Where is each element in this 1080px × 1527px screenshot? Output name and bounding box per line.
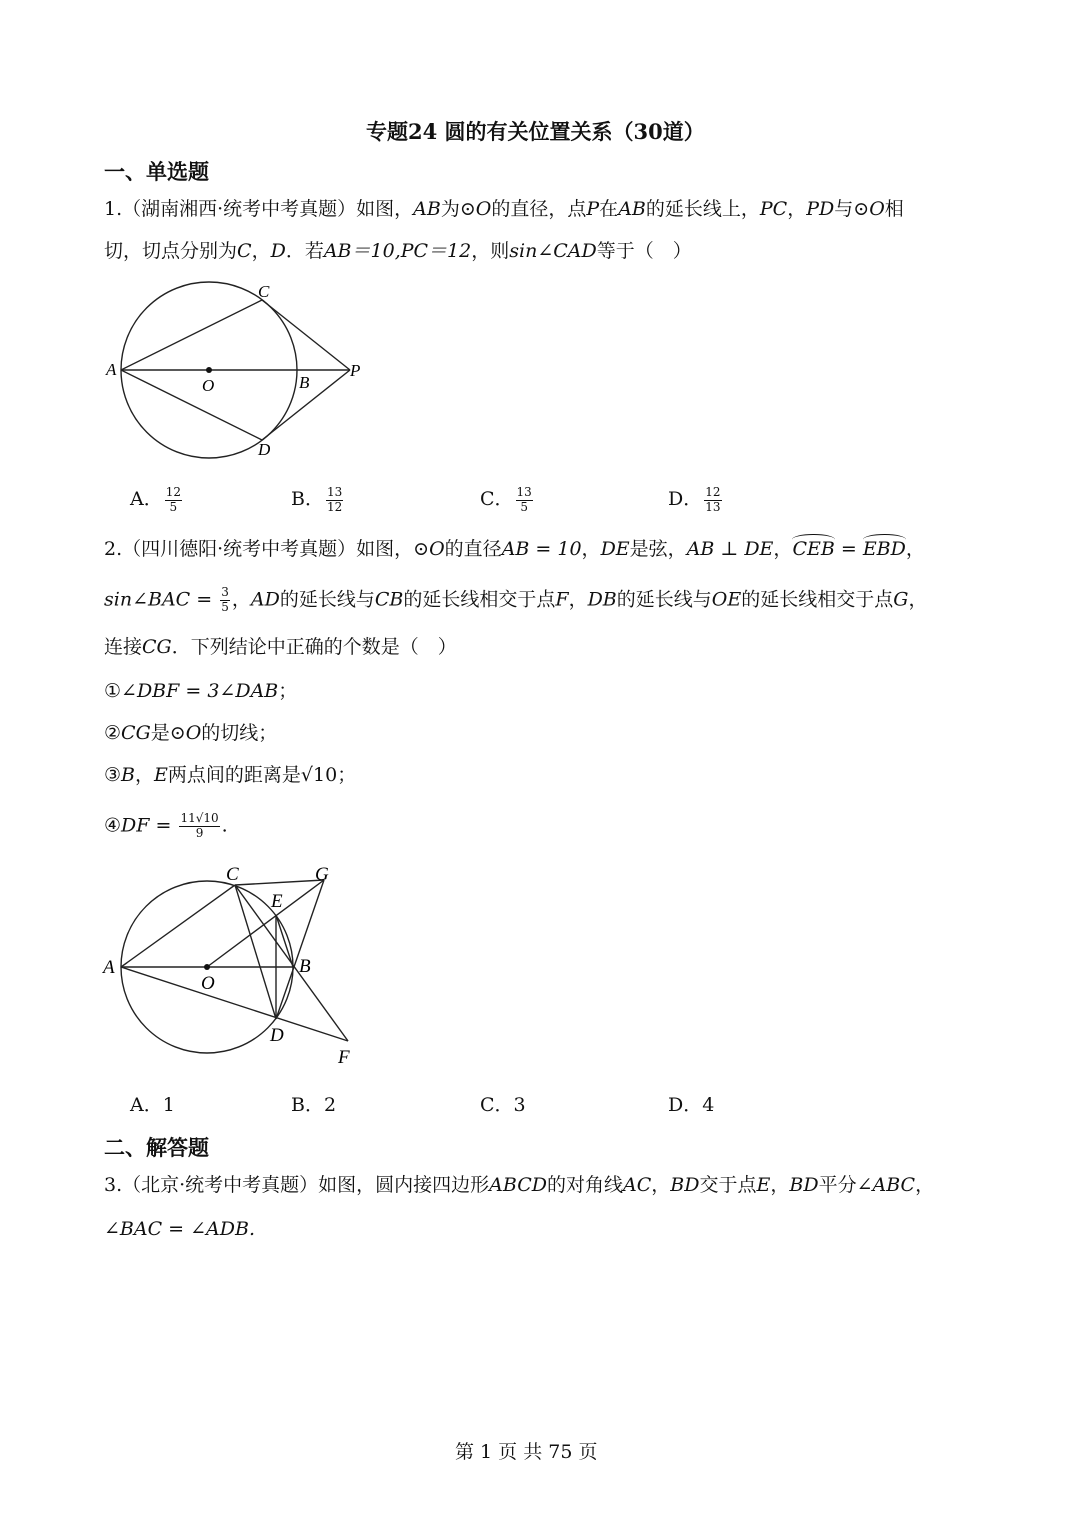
q2-option-a: A．1 [130,1094,175,1116]
q2-line-eb [276,915,293,967]
q1-option-a: A． $\frac{12}{5}$ [130,484,182,514]
q2-label-f: F [338,1047,350,1068]
q2-line-ac [121,885,235,967]
question-2-figure [98,858,378,1073]
question-1-line-1: 1.（湖南湘西·统考中考真题）如图，AB为⊙O的直径，点P在AB的延长线上，PC，PD与⊙O相 [104,198,904,220]
q2-statement-4: ④DF = $\frac{11√10}{9}$ . [104,811,228,840]
q1-label-p: P [350,361,361,380]
q1-option-b: B． $\frac{13}{12}$ [291,484,343,514]
q1-option-d: D． $\frac{12}{13}$ [668,484,721,514]
q2-center-point [204,964,210,970]
q1-line-ad [121,370,262,440]
question-1-figure [100,280,380,465]
q2-option-c: C．3 [480,1094,526,1116]
q2-label-g: G [315,864,329,885]
q2-label-b: B [299,956,311,977]
q2-option-d: D．4 [668,1094,715,1116]
q2-line-cd [235,885,276,1019]
question-2-line-2: sin∠BAC = $\frac{3}{5}$ ，AD的延长线与CB的延长线相交于点F，DB的延长线与OE的延长线相交于点G， [104,585,928,614]
q1-line-cp [262,300,350,370]
q1-label-a: A [106,360,117,379]
section-heading-answer: 二、解答题 [104,1135,209,1160]
q2-statement-1: ①∠DBF = 3∠DAB； [104,680,298,702]
page-footer: 第 1 页 共 75 页 [455,1441,598,1463]
question-2-line-1: 2.（四川德阳·统考中考真题）如图，⊙O的直径AB = 10，DE是弦，AB ⊥ DE，CEB = EBD， [104,538,925,560]
q2-label-e: E [271,891,283,912]
q1-option-c: C． $\frac{13}{5}$ [480,484,532,514]
q2-label-o: O [201,973,215,994]
q1-line-ac [121,300,262,370]
q2-line-cg [235,880,324,885]
q2-label-d: D [270,1025,284,1046]
q1-label-b: B [299,373,310,392]
q2-statement-2: ②CG是⊙O的切线； [104,722,278,744]
q2-label-c: C [226,864,239,885]
q1-label-c: C [258,282,270,301]
section-heading-single-choice: 一、单选题 [104,159,209,184]
page-title: 专题24 圆的有关位置关系（30道） [366,119,705,144]
question-3-line-1: 3.（北京·统考中考真题）如图，圆内接四边形ABCD的对角线AC，BD交于点E，BD平分∠ABC， [104,1174,935,1196]
q2-option-b: B．2 [291,1094,337,1116]
q2-label-a: A [103,957,115,978]
q2-statement-3: ③B，E两点间的距离是√10； [104,764,357,786]
q1-label-d: D [258,440,271,459]
question-1-line-2: 切，切点分别为C，D．若AB＝10,PC＝12，则sin∠CAD等于（ ） [104,240,692,262]
question-2-line-3: 连接CG．下列结论中正确的个数是（ ） [104,636,457,658]
q2-line-af [121,967,348,1041]
q1-center-point [206,367,212,373]
q1-label-o: O [202,376,215,395]
question-3-line-2: ∠BAC = ∠ADB. [104,1218,256,1240]
